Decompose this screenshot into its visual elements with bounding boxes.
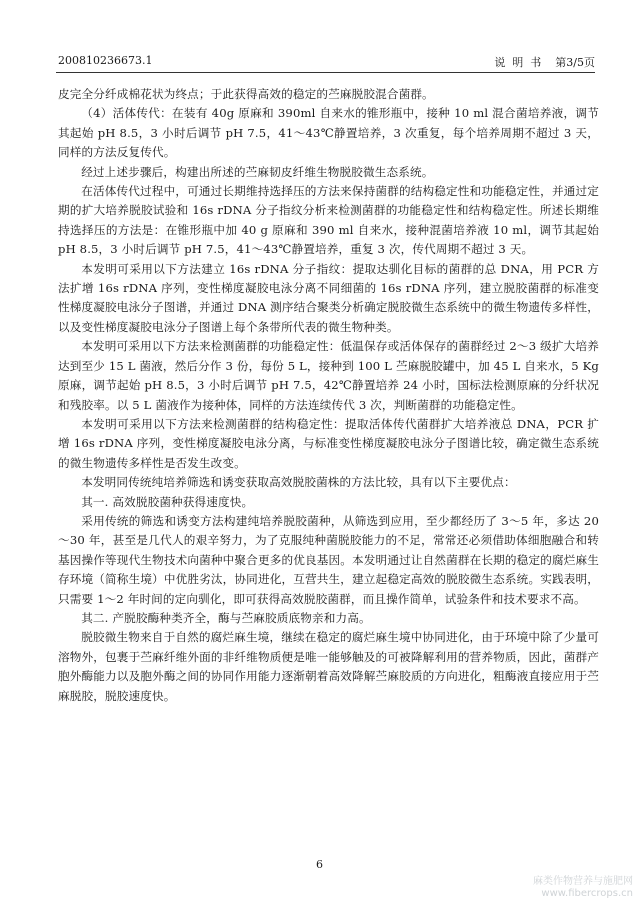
paragraph-step-4: （4）活体传代：在装有 40g 原麻和 390ml 自来水的锥形瓶中，接种 10 ml 混合菌培养液，调节其起始 pH 8.5，3 小时后调节 pH 7.5，41～43℃静置培养，3 次重复，每个培养周期不超过 3 天，同样的方法反复传代。 xyxy=(58,106,599,160)
watermark-url: www.fibercrops.cn xyxy=(541,888,633,899)
watermark xyxy=(533,876,633,900)
doc-type-page-label: 说 明 书 第3/5页 xyxy=(494,56,595,69)
paragraph-dna-fingerprint: 本发明可采用以下方法建立 16s rDNA 分子指纹：提取达驯化目标的菌群的总 DNA，用 PCR 方法扩增 16s rDNA 序列，变性梯度凝胶电泳分离不同细菌的 16s rDNA 序列，建立脱胶菌群的标准变性梯度凝胶电泳分子图谱，并通过 DNA 测序结合聚类分析确定脱胶微生态系统中的微生物遗传多样性，以及变性梯度凝胶电泳分子图谱上每个条带所代表的微生物种类。 xyxy=(58,261,599,334)
page-number: 6 xyxy=(316,858,323,871)
paragraph-selection-pressure: 在活体传代过程中，可通过长期维持选择压的方法来保持菌群的结构稳定性和功能稳定性，并通过定期的扩大培养脱胶试验和 16s rDNA 分子指纹分析来检测菌群的功能稳定性和结构稳定性。所述长期维持选择压的方法是：在锥形瓶中加 40 g 原麻和 390 ml 自来水，接种混菌培养液 10 ml，调节其起始 pH 8.5，3 小时后调节 pH 7.5，41～43℃静置培养，重复 3 次，传代周期不超过 3 天。 xyxy=(58,184,599,257)
paragraph-advantages-intro: 本发明同传统纯培养筛选和诱变获取高效脱胶菌株的方法比较，具有以下主要优点： xyxy=(81,475,516,490)
advantage-heading-1: 其一. 高效脱胶菌种获得速度快。 xyxy=(81,494,254,509)
paragraph-continued: 皮完全分纤成棉花状为终点；于此获得高效的稳定的苎麻脱胶混合菌群。 xyxy=(58,87,434,101)
paragraph-advantage-1: 采用传统的筛选和诱变方法构建纯培养脱胶菌种，从筛选到应用，至少都经历了 3～5 年，多达 20～30 年，甚至是几代人的艰辛努力，为了克服纯种菌脱胶能力的不足，常常还必须借助体细胞融合和转基因操作等现代生物技术向菌种中聚合更多的优良基因。本发明通过让自然菌群在长期的稳定的腐烂麻生存环境（简称生境）中优胜劣汰，协同进化，互营共生，建立起稳定高效的脱胶微生态系统。实践表明，只需要 1～2 年时间的定向驯化，即可获得高效脱胶菌群，而且操作简单，试验条件和技术要求不高。 xyxy=(58,513,599,606)
paragraph-summary: 经过上述步骤后，构建出所述的苎麻韧皮纤维生物脱胶微生态系统。 xyxy=(81,164,434,179)
paragraph-structural-stability: 本发明可采用以下方法来检测菌群的结构稳定性：提取活体传代菌群扩大培养液总 DNA，PCR 扩增 16s rDNA 序列，变性梯度凝胶电泳分离，与标准变性梯度凝胶电泳分子图谱比较，确定微生态系统的微生物遗传多样性是否发生改变。 xyxy=(58,416,599,470)
document-body xyxy=(58,85,599,706)
page-header xyxy=(56,52,595,73)
paragraph-functional-stability: 本发明可采用以下方法来检测菌群的功能稳定性：低温保存或活体保存的菌群经过 2～3 级扩大培养达到至少 15 L 菌液，然后分作 3 份，每份 5 L，接种到 100 L 苎麻脱胶罐中，加 45 L 自来水，5 Kg 原麻，调节起始 pH 8.5，3 小时后调节 pH 7.5，42℃静置培养 24 小时，国标法检测原麻的分纤状况和残胶率。以 5 L 菌液作为接种体，同样的方法连续传代 3 次，判断菌群的功能稳定性。 xyxy=(58,339,599,412)
advantage-heading-2: 其二. 产脱胶酶种类齐全，酶与苎麻胶质底物亲和力高。 xyxy=(81,610,371,625)
watermark-site-name: 麻类作物营养与施肥网 xyxy=(533,876,633,887)
patent-number: 200810236673.1 xyxy=(58,54,153,67)
paragraph-advantage-2: 脱胶微生物来自于自然的腐烂麻生境，继续在稳定的腐烂麻生境中协同进化，由于环境中除了少量可溶物外，包裹于苎麻纤维外面的非纤维物质便是唯一能够触及的可被降解利用的营养物质，因此，菌群产胞外酶能力以及胞外酶之间的协同作用能力逐渐朝着高效降解苎麻胶质的方向进化，粗酶液直接应用于苎麻脱胶，脱胶速度快。 xyxy=(58,630,599,703)
